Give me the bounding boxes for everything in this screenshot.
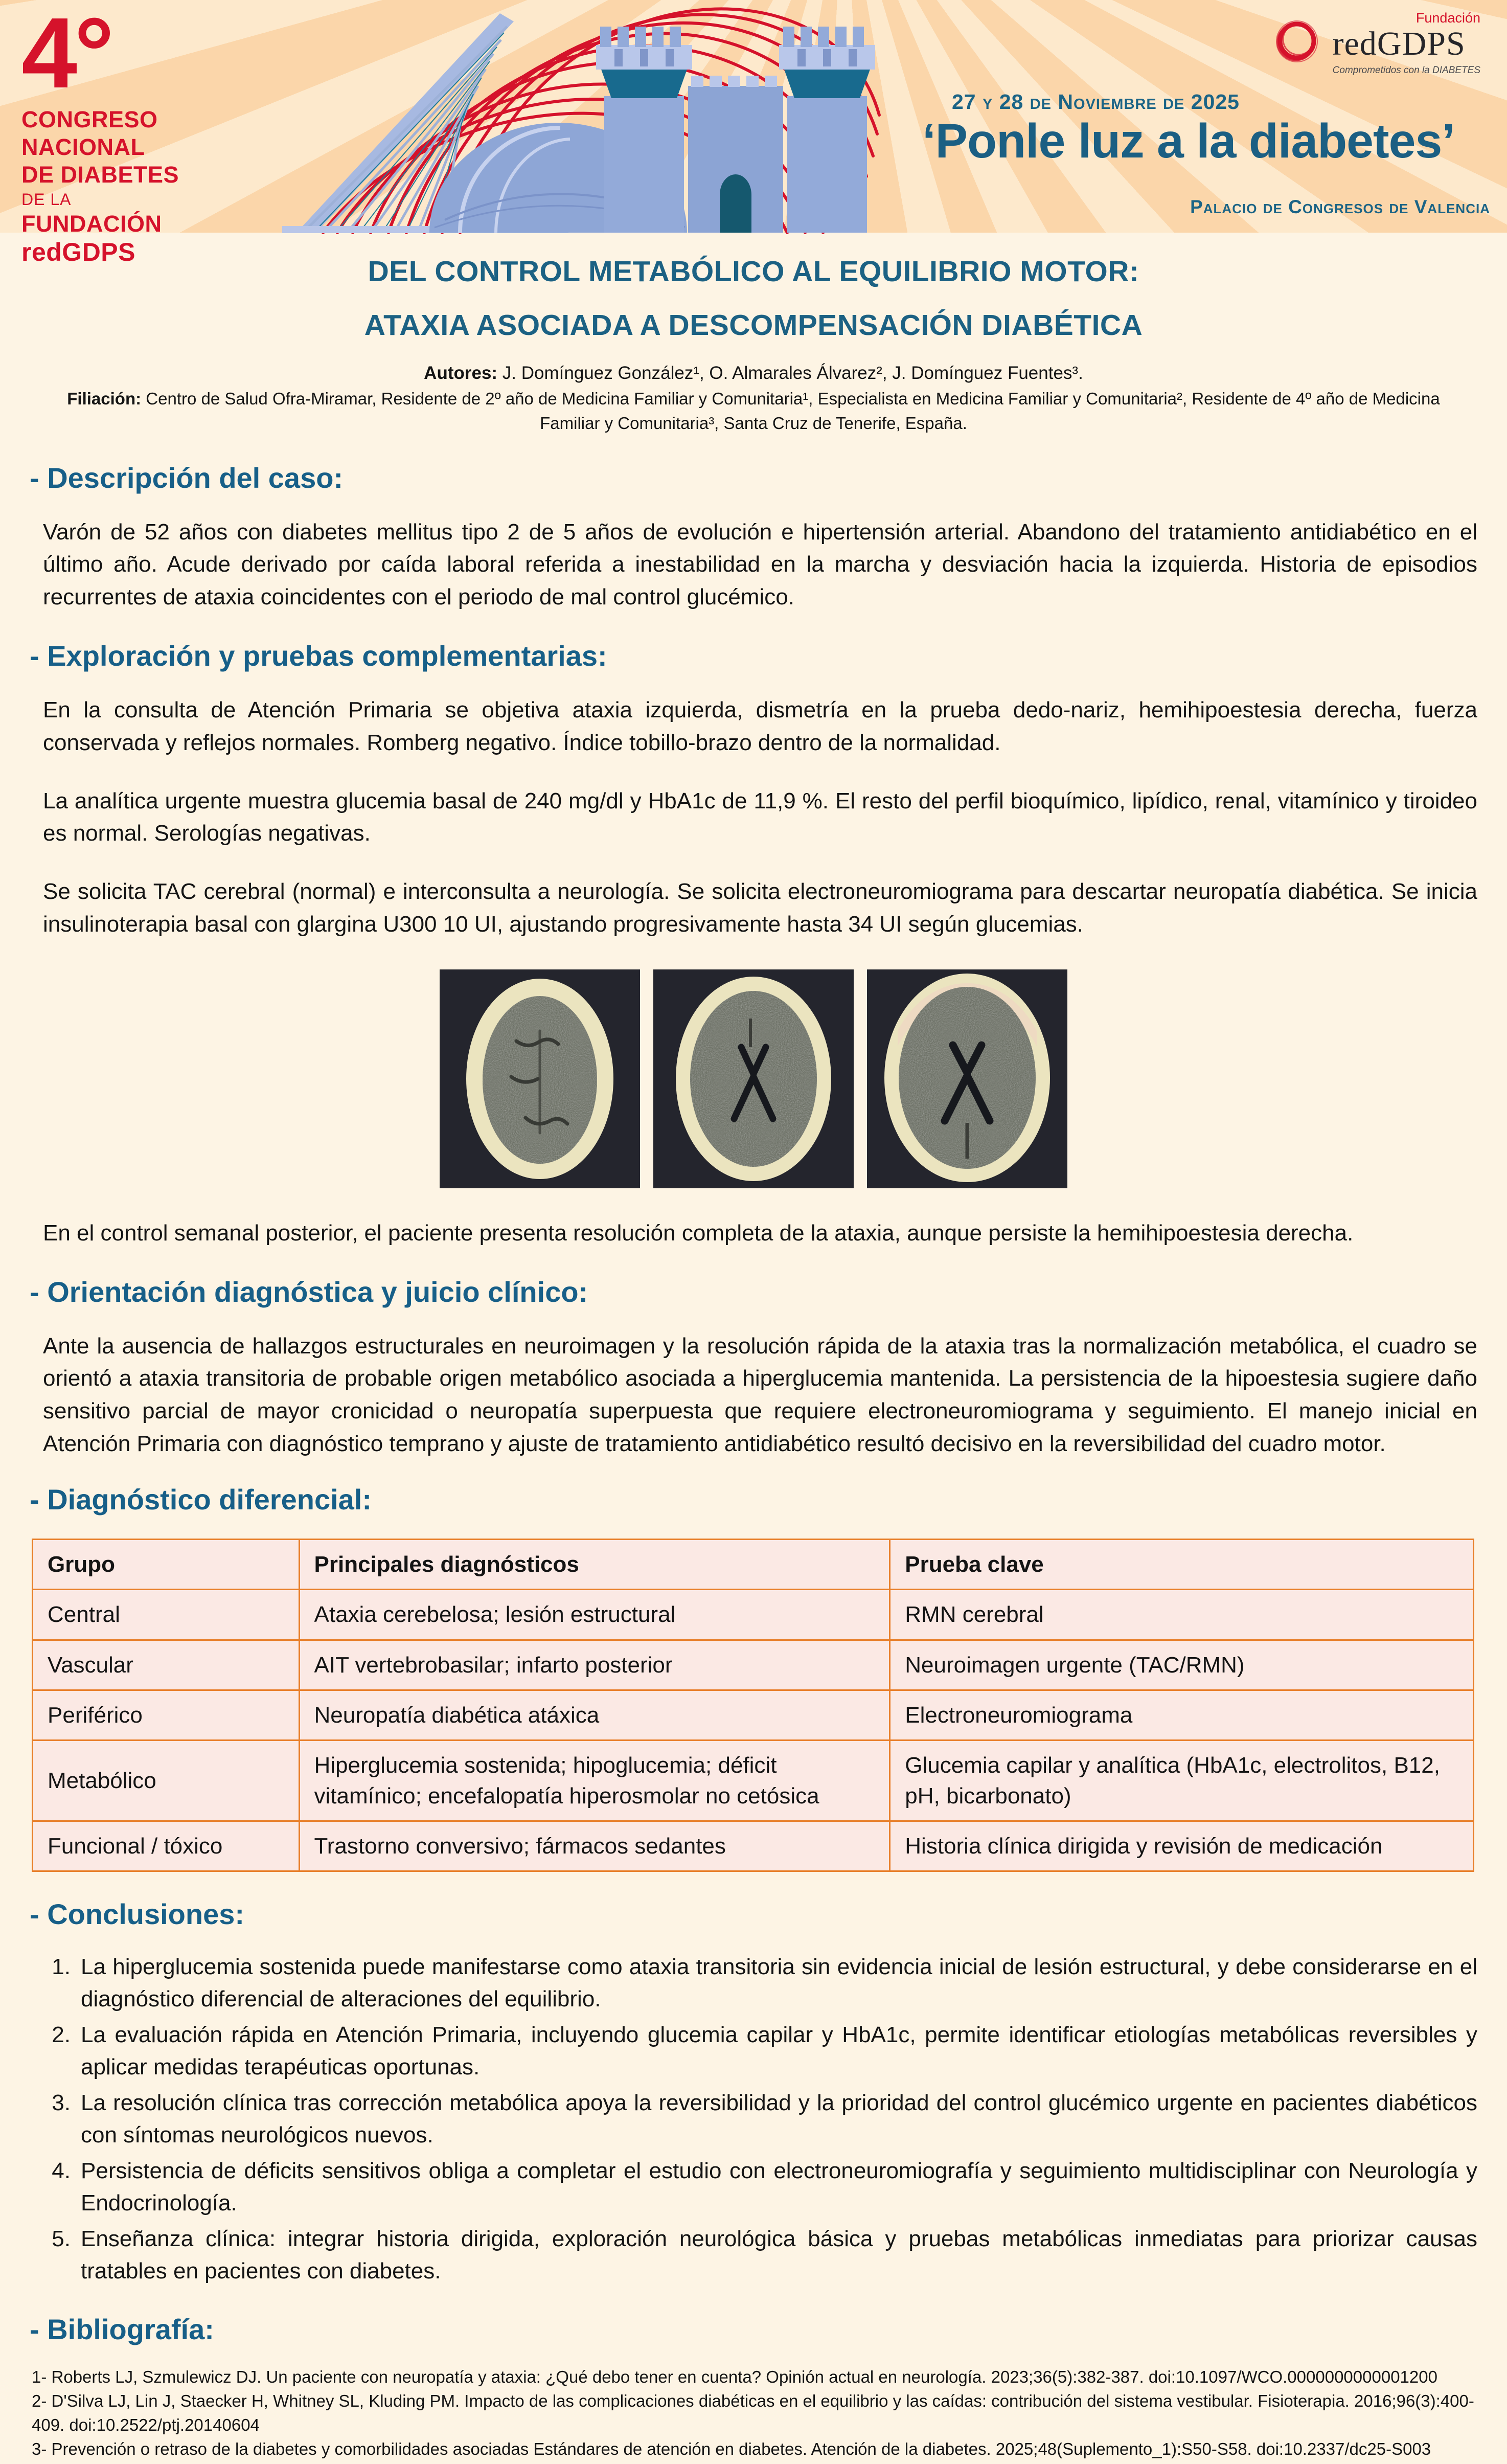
table-row bbox=[33, 1640, 1474, 1690]
congress-venue: Palacio de Congresos de Valencia bbox=[1190, 196, 1490, 217]
congress-line: redGDPS bbox=[21, 238, 136, 266]
conclusion-item bbox=[30, 2223, 1477, 2287]
column-header-diagnosticos: Principales diagnósticos bbox=[299, 1539, 890, 1589]
ct-scan-image-2 bbox=[653, 969, 854, 1188]
section-heading-bibliography: - Bibliografía: bbox=[30, 2313, 214, 2346]
table-row bbox=[33, 1821, 1474, 1871]
exam-paragraph-4: En el control semanal posterior, el paciente presenta resolución completa de la ataxia, aunque persiste la hemihipoestesia derecha. bbox=[43, 1220, 1354, 1246]
conclusion-item bbox=[30, 1951, 1477, 2015]
case-paragraph: Varón de 52 años con diabetes mellitus tipo 2 de 5 años de evolución e hipertensión arterial. Abandono del tratamiento antidiabético en el último año. Acude derivado por caída laboral referida a inestabilidad en la marcha y desviación hacia la izquierda. Historia de episodios recurrentes de ataxia coincidentes con el periodo de mal control glucémico. bbox=[43, 519, 1477, 610]
section-heading-differential: - Diagnóstico diferencial: bbox=[30, 1483, 372, 1516]
table-cell: RMN cerebral bbox=[890, 1590, 1474, 1640]
authors-line bbox=[30, 363, 1477, 383]
bibliography-reference: 1- Roberts LJ, Szmulewicz DJ. Un paciente con neuropatía y ataxia: ¿Qué debo tener en cuenta? Opinión actual en neurología. 2023;36(5):382-387. doi:10.1097/WCO.0000000000001200 bbox=[32, 2367, 1437, 2387]
logo-tagline: Comprometidos con la DIABETES bbox=[1332, 65, 1480, 76]
differential-table bbox=[32, 1539, 1474, 1872]
section-heading-orientation: - Orientación diagnóstica y juicio clínico: bbox=[30, 1275, 588, 1308]
table-cell: Vascular bbox=[33, 1640, 300, 1690]
exam-paragraph-1: En la consulta de Atención Primaria se objetiva ataxia izquierda, dismetría en la prueba dedo-nariz, hemihipoestesia derecha, fuerza conservada y reflejos normales. Romberg negativo. Índice tobillo-brazo dentro de la normalidad. bbox=[43, 697, 1477, 755]
table-cell: Periférico bbox=[33, 1690, 300, 1740]
section-heading-conclusions: - Conclusiones: bbox=[30, 1898, 245, 1931]
table-cell: Glucemia capilar y analítica (HbA1c, electrolitos, B12, pH, bicarbonato) bbox=[890, 1740, 1474, 1821]
conclusion-text: La resolución clínica tras corrección metabólica apoya la reversibilidad y la prioridad del control glucémico urgente en pacientes diabéticos con síntomas neurológicos nuevos. bbox=[81, 2090, 1477, 2147]
redgdps-ring-icon bbox=[1268, 12, 1326, 70]
affiliation-label: Filiación: bbox=[67, 389, 142, 408]
congress-line: CONGRESO bbox=[21, 106, 158, 132]
bibliography-reference: 3- Prevención o retraso de la diabetes y comorbilidades asociadas Estándares de atención en diabetes. Atención de la diabetes. 2025;48(Suplemento_1):S50-S58. doi:10.2337/dc25-S003 bbox=[32, 2439, 1431, 2458]
poster-title-line1: DEL CONTROL METABÓLICO AL EQUILIBRIO MOTOR: bbox=[368, 255, 1139, 288]
logo-fundacion-label: Fundación bbox=[1415, 10, 1480, 26]
table-row bbox=[33, 1590, 1474, 1640]
congress-slogan: ‘Ponle luz a la diabetes’ bbox=[922, 114, 1455, 168]
congress-header bbox=[0, 0, 1507, 266]
poster-body bbox=[0, 245, 1507, 2461]
congress-number: 4° bbox=[21, 0, 111, 109]
section-heading-case: - Descripción del caso: bbox=[30, 461, 344, 494]
table-row bbox=[33, 1740, 1474, 1821]
authors-value: J. Domínguez González¹, O. Almarales Álvarez², J. Domínguez Fuentes³. bbox=[497, 363, 1083, 383]
conclusion-text: La evaluación rápida en Atención Primaria, incluyendo glucemia capilar y HbA1c, permite identificar etiologías metabólicas reversibles y aplicar medidas terapéuticas oportunas. bbox=[81, 2022, 1477, 2079]
table-cell: Neuropatía diabética atáxica bbox=[299, 1690, 890, 1740]
conclusion-number: 2. bbox=[52, 2022, 71, 2048]
bibliography-reference: 2- D'Silva LJ, Lin J, Staecker H, Whitney SL, Kluding PM. Impacto de las complicaciones diabéticas en el equilibrio y las caídas: contribución del sistema vestibular. Fisioterapia. 2016;96(3):400-409. doi:10.2522/ptj.20140604 bbox=[32, 2391, 1474, 2434]
conclusion-text: Enseñanza clínica: integrar historia dirigida, exploración neurológica básica y pruebas metabólicas inmediatas para priorizar causas tratables en pacientes con diabetes. bbox=[81, 2226, 1477, 2284]
table-cell: Trastorno conversivo; fármacos sedantes bbox=[299, 1821, 890, 1871]
conclusion-item bbox=[30, 2019, 1477, 2083]
congress-line: FUNDACIÓN bbox=[21, 211, 162, 237]
congress-branding bbox=[21, 0, 179, 266]
conclusion-item bbox=[30, 2087, 1477, 2151]
exam-paragraph-3: Se solicita TAC cerebral (normal) e interconsulta a neurología. Se solicita electroneuromiograma para descartar neuropatía diabética. Se inicia insulinoterapia basal con glargina U300 10 UI, ajustando progresivamente hasta 34 UI según glucemias. bbox=[43, 879, 1477, 937]
table-cell: Hiperglucemia sostenida; hipoglucemia; déficit vitamínico; encefalopatía hiperosmolar no cetósica bbox=[299, 1740, 890, 1821]
section-heading-exam: - Exploración y pruebas complementarias: bbox=[30, 639, 607, 672]
congress-line: DE DIABETES bbox=[21, 162, 179, 188]
table-cell: Funcional / tóxico bbox=[33, 1821, 300, 1871]
table-cell: Central bbox=[33, 1590, 300, 1640]
logo-name: redGDPS bbox=[1332, 25, 1466, 62]
exam-paragraph-2: La analítica urgente muestra glucemia basal de 240 mg/dl y HbA1c de 11,9 %. El resto del perfil bioquímico, lipídico, renal, vitamínico y tiroideo es normal. Serologías negativas. bbox=[43, 788, 1477, 846]
redgdps-logo bbox=[1268, 10, 1480, 76]
table-cell: Ataxia cerebelosa; lesión estructural bbox=[299, 1590, 890, 1640]
conclusion-item bbox=[30, 2155, 1477, 2219]
affiliation-value: Centro de Salud Ofra-Miramar, Residente de 2º año de Medicina Familiar y Comunitaria¹, Especialista en Medicina Familiar y Comunitaria², Residente de 4º año de Medicina Familiar y Comunitaria³, Santa Cruz de Tenerife, España. bbox=[141, 389, 1440, 433]
ct-scan-image-3 bbox=[867, 969, 1067, 1188]
column-header-grupo: Grupo bbox=[33, 1539, 300, 1589]
conclusion-number: 1. bbox=[52, 1954, 71, 1980]
table-header-row bbox=[33, 1539, 1474, 1589]
conclusion-number: 5. bbox=[52, 2226, 71, 2252]
conclusion-text: La hiperglucemia sostenida puede manifestarse como ataxia transitoria sin evidencia inicial de lesión estructural, y debe considerarse en el diagnóstico diferencial de alteraciones del equilibrio. bbox=[81, 1954, 1477, 2011]
poster-title bbox=[30, 245, 1477, 353]
conclusion-number: 3. bbox=[52, 2090, 71, 2116]
column-header-prueba: Prueba clave bbox=[890, 1539, 1474, 1589]
table-cell: Historia clínica dirigida y revisión de medicación bbox=[890, 1821, 1474, 1871]
table-cell: Metabólico bbox=[33, 1740, 300, 1821]
valencia-landmarks-illustration bbox=[276, 0, 879, 233]
ct-scan-image-1 bbox=[440, 969, 640, 1188]
conclusion-number: 4. bbox=[52, 2158, 71, 2184]
table-cell: Neuroimagen urgente (TAC/RMN) bbox=[890, 1640, 1474, 1690]
castle-towers-shape bbox=[596, 27, 875, 233]
table-cell: AIT vertebrobasilar; infarto posterior bbox=[299, 1640, 890, 1690]
conclusion-text: Persistencia de déficits sensitivos obliga a completar el estudio con electroneuromiografía y seguimiento multidisciplinar con Neurología y Endocrinología. bbox=[81, 2158, 1477, 2216]
table-row bbox=[33, 1690, 1474, 1740]
poster-title-line2: ATAXIA ASOCIADA A DESCOMPENSACIÓN DIABÉTICA bbox=[364, 309, 1143, 342]
bibliography-list bbox=[32, 2365, 1477, 2461]
congress-line: DE LA bbox=[21, 190, 72, 209]
congress-date: 27 y 28 de Noviembre de 2025 bbox=[952, 90, 1240, 114]
conclusions-list bbox=[30, 1951, 1477, 2287]
authors-label: Autores: bbox=[424, 363, 498, 383]
affiliation-line bbox=[43, 387, 1464, 436]
ct-scan-row bbox=[30, 969, 1477, 1188]
congress-line: NACIONAL bbox=[21, 134, 145, 160]
orientation-paragraph: Ante la ausencia de hallazgos estructurales en neuroimagen y la resolución rápida de la ataxia tras la normalización metabólica, el cuadro se orientó a ataxia transitoria de probable origen metabólico asociada a hiperglucemia mantenida. La persistencia de la hipoestesia sugiere daño sensitivo parcial de mayor cronicidad o neuropatía superpuesta que requiere electroneuromiograma y seguimiento. El manejo inicial en Atención Primaria con diagnóstico temprano y ajuste de tratamiento antidiabético resultó decisivo en la reversibilidad del cuadro motor. bbox=[43, 1333, 1477, 1456]
table-cell: Electroneuromiograma bbox=[890, 1690, 1474, 1740]
